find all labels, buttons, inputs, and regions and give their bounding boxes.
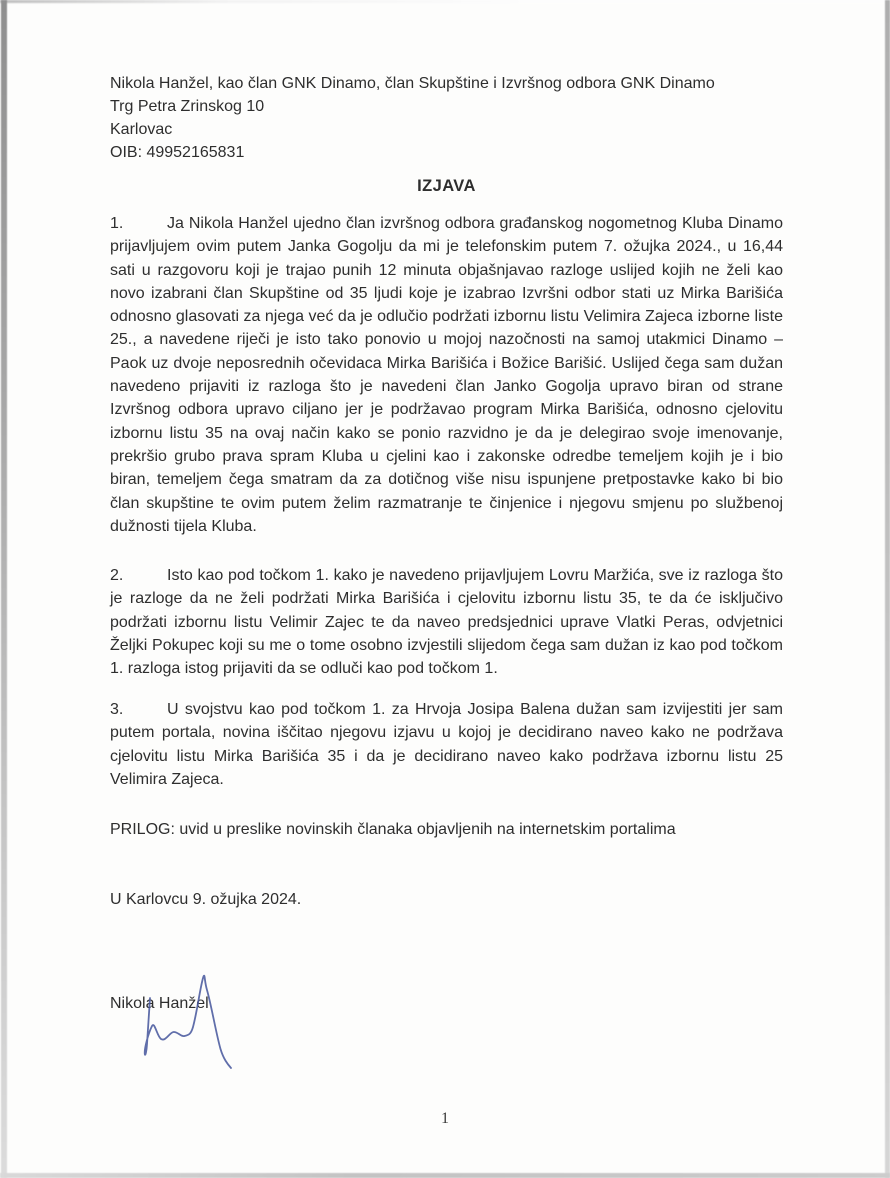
paragraph-3: [110, 698, 783, 791]
attachment-note: PRILOG: uvid u preslike novinskih članaka objavljenih na internetskim portalima: [110, 821, 676, 838]
sender-name-line: Nikola Hanžel, kao član GNK Dinamo, član Skupštine i Izvršnog odbora GNK Dinamo: [110, 75, 715, 92]
signatory-name: Nikola Hanžel: [110, 995, 209, 1012]
paragraph-3-number: 3.: [110, 701, 124, 718]
sender-oib-line: OIB: 49952165831: [110, 144, 245, 161]
handwritten-signature-ink: [128, 964, 248, 1084]
photo-edge-left: [1, 0, 7, 1178]
photo-edge-top: [0, 0, 890, 3]
photo-edge-right: [885, 0, 890, 1178]
sender-city-line: Karlovac: [110, 121, 173, 138]
sender-block: [110, 72, 783, 164]
signature-stroke: [145, 976, 231, 1068]
place-date-line: U Karlovcu 9. ožujka 2024.: [110, 891, 302, 908]
sender-street-line: Trg Petra Zrinskog 10: [110, 98, 265, 115]
document-title: IZJAVA: [417, 177, 476, 195]
paragraph-2: [110, 564, 783, 680]
paragraph-2-text: Isto kao pod točkom 1. kako je navedeno prijavljujem Lovru Maržića, sve iz razloga što je razloge da ne želi podržati Mirka Barišića i cjelovitu izbornu listu 35, te da će isključivo podržati izbornu listu Velimir Zajec te da naveo predsjednici uprave Vlatki Peras, odvjetnici Željki Pokupec koji su me o tome osobno izvjestili slijedom čega sam dužan iz kao pod točkom 1. razloga istog prijaviti da se odluči kao pod točkom 1.: [110, 567, 783, 678]
paragraph-1: [110, 212, 783, 538]
paragraph-2-number: 2.: [110, 567, 124, 584]
paragraph-1-number: 1.: [110, 215, 124, 232]
paragraph-1-text: Ja Nikola Hanžel ujedno član izvršnog odbora građanskog nogometnog Kluba Dinamo prijavljujem ovim putem Janka Gogolju da mi je telefonskim putem 7. ožujka 2024., u 16,44 sati u razgovoru koji je trajao punih 12 minuta objašnjavao razloge uslijed kojih ne želi kao novo izabrani član Skupštine od 35 ljudi koje je izabrao Izvršni odbor stati uz Mirka Barišića odnosno glasovati za njega već da je odlučio podržati izbornu listu Velimira Zajeca izborne liste 25., a navedene riječi je isto tako ponovio u mojoj nazočnosti na samoj utakmici Dinamo – Paok uz dvoje neposrednih očevidaca Mirka Barišića i Božice Barišić. Uslijed čega sam dužan navedeno prijaviti iz razloga što je navedeni član Janko Gogolja upravo biran od strane Izvršnog odbora upravo ciljano jer je podržavao program Mirka Barišića, odnosno cjelovitu izbornu listu 35 na ovaj način kako se ponio razvidno je da je delegirao svoje imenovanje, prekršio grubo prava spram Kluba u cjelini kao i zakonske odredbe temeljem kojih je i bio biran, temeljem čega smatram da za dotičnog više nisu ispunjene pretpostavke kako bi bio član skupštine te ovim putem želim razmatranje te činjenice i njegovu smjenu po službenoj dužnosti tijela Kluba.: [110, 215, 783, 535]
paragraph-3-text: U svojstvu kao pod točkom 1. za Hrvoja Josipa Balena dužan sam izvijestiti jer sam putem portala, novina iščitao njegovu izjavu u kojoj je decidirano naveo kako ne podržava cjelovitu listu Mirka Barišića 35 i da je decidirano naveo kako podržava izbornu listu 25 Velimira Zajeca.: [110, 701, 783, 788]
photo-edge-bottom: [0, 1173, 890, 1178]
page-number: 1: [441, 1110, 449, 1127]
